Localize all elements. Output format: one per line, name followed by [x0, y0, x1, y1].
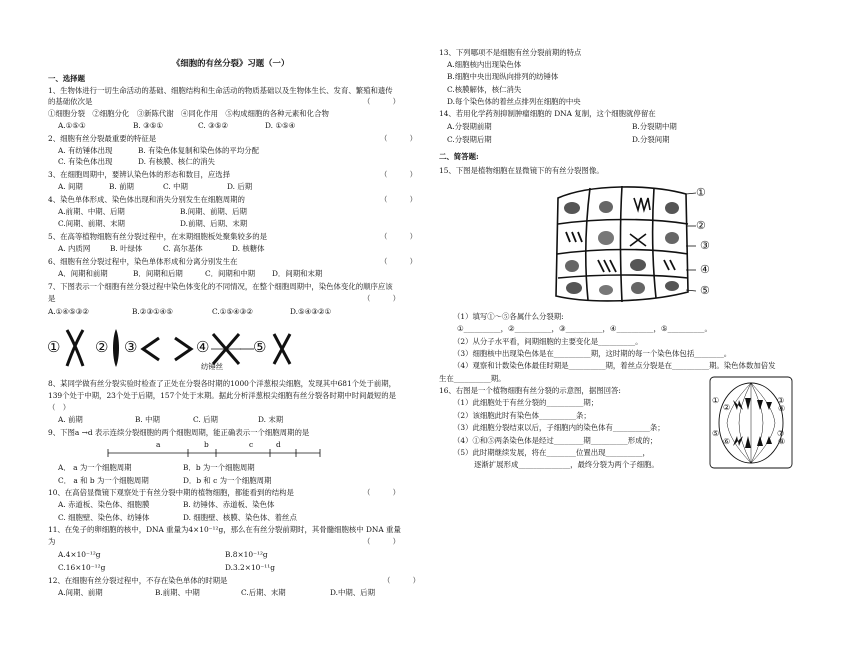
q2-option-c: C. 有染色体出现 — [58, 157, 113, 166]
q14-option-a: A.分裂期前期 — [447, 122, 492, 131]
q10-option-a: A. 赤道板、染色体、细胞膜 — [58, 500, 150, 509]
q15-sub1: （1）填写①～⑤各属什么分裂期: — [453, 312, 564, 321]
q8-line1: 8、某同学做有丝分裂实验时检查了正处在分裂各时期的1000个洋葱根尖细胞，发现其中681个处于前期， — [48, 379, 397, 388]
q16-fig-label-4: ④ — [778, 404, 786, 413]
q5-answer-paren: （ ） — [380, 232, 417, 241]
q6-answer-paren: （ ） — [380, 257, 417, 266]
q8-option-b: B. 中期 — [135, 415, 160, 424]
q16-fig-label-8: ⑧ — [778, 437, 786, 446]
q11-line1: 11、在兔子的卵细胞的核中，DNA 重量为4×10⁻¹²g，那么在有丝分裂前期时，其骨髓细胞核中 DNA 重量 — [48, 525, 401, 534]
q7-option-c: C.①⑤④③② — [212, 307, 253, 316]
q6-option-c: C．间期和中期 — [205, 269, 255, 278]
q16-mitosis-diagram — [709, 376, 793, 469]
q15-sub4-cont: 生在__________期。 — [439, 374, 506, 383]
q6-stem: 6、细胞有丝分裂过程中，染色单体形成和分离分别发生在 — [48, 257, 238, 266]
q15-stem: 15、下图是植物细胞在显微镜下的有丝分裂图像。 — [439, 166, 604, 175]
q2-option-a: A. 有纺锤体出现 — [58, 146, 113, 155]
q12-option-d: D.中期、后期 — [330, 588, 375, 597]
q11-option-d: D.3.2×10⁻¹¹g — [225, 563, 275, 572]
q2-stem: 2、细胞有丝分裂最重要的特征是 — [48, 134, 157, 143]
q12-answer-paren: （ ） — [383, 576, 420, 585]
q13-option-a: A.细胞核内出现染色体 — [447, 60, 522, 69]
q1-option-b: B. ③⑤① — [133, 121, 164, 130]
q7-fig-label-2: ② — [95, 338, 109, 356]
q16-sub4: （4）①和⑤两条染色体是经过________期__________形成的； — [453, 436, 658, 445]
q3-answer-paren: （ ） — [380, 170, 417, 179]
q14-option-d: D.分裂间期 — [632, 135, 670, 144]
q7-fig-label-5: ⑤ — [253, 338, 267, 356]
q7-chromosome-5 — [270, 332, 294, 366]
q16-fig-label-7: ⑦ — [777, 429, 785, 438]
q7-line2: 是 — [48, 294, 56, 303]
q13-stem: 13、下列哪项不是细胞有丝分裂前期的特点 — [439, 48, 582, 57]
q13-option-d: D.每个染色体的着丝点排列在细胞的中央 — [447, 97, 581, 106]
q8-line3: （ ） — [48, 403, 71, 412]
q15-sub2: （2）从分子水平看，间期细胞的主要变化是__________。 — [453, 337, 643, 346]
q15-fig-label-3: ③ — [700, 239, 710, 252]
q1-line3: ①细胞分裂 ②细胞分化 ③新陈代谢 ④同化作用 ⑤构成细胞的各种元素和化合物 — [48, 109, 329, 118]
q15-root-tip-micrograph — [550, 180, 692, 308]
q1-answer-paren: （ ） — [363, 97, 400, 106]
q1-line2: 的基础依次是 — [48, 97, 93, 106]
q12-option-a: A.间期、前期 — [58, 588, 103, 597]
q11-option-c: C.16×10⁻¹²g — [58, 563, 106, 572]
q10-stem: 10、在高倍显微镜下观察处于有丝分裂中期的植物细胞，都能看到的结构是 — [48, 488, 294, 497]
q15-fig-label-1: ① — [696, 186, 706, 199]
q16-sub1: （1）此细胞处于有丝分裂的__________期； — [453, 398, 599, 407]
q4-option-c: C.间期、前期、末期 — [58, 219, 125, 228]
q4-option-d: D.前期、后期、末期 — [180, 219, 248, 228]
q9-option-c: C． a 和 b 为一个细胞周期 — [58, 476, 149, 485]
q14-stem: 14、若用化学药剂抑制肿瘤细胞的 DNA 复制，这个细胞就停留在 — [439, 109, 656, 118]
q13-option-c: C.核膜解体，核仁消失 — [447, 85, 522, 94]
q7-option-b: B.②③①④⑤ — [132, 307, 173, 316]
q11-line2: 为 — [48, 537, 56, 546]
q15-sub1-blanks: ①__________，②__________，③__________，④__________，⑤__________。 — [457, 324, 712, 333]
page-title: 《细胞的有丝分裂》习题（一） — [172, 58, 290, 68]
q16-fig-label-3: ③ — [777, 396, 785, 405]
q8-option-c: C. 后期 — [193, 415, 218, 424]
q14-option-b: B.分裂期中期 — [632, 122, 677, 131]
q3-option-a: A. 间期 — [58, 182, 83, 191]
q9-option-a: A． a 为一个细胞周期 — [58, 463, 132, 472]
q1-option-a: A.①⑤① — [58, 121, 86, 130]
q9-option-d: D．b 和 c 为一个细胞周期 — [183, 476, 272, 485]
q4-option-a: A.前期、中期、后期 — [58, 207, 125, 216]
q9-option-b: B．b 为一个细胞周期 — [183, 463, 255, 472]
q16-sub3: （3）此细胞分裂结束以后，子细胞内的染色体有__________条； — [453, 423, 665, 432]
q16-sub5: （5）此时期继续发展，将在________位置出现__________， — [453, 448, 650, 457]
q8-option-a: A. 前期 — [58, 415, 83, 424]
q16-sub5-cont: 逐渐扩展形成______________，最终分裂为两个子细胞。 — [474, 460, 659, 469]
q3-stem: 3、在细胞周期中，要辨认染色体的形态和数目，应选择 — [48, 170, 231, 179]
q9-mark-d: d — [276, 440, 281, 449]
q16-fig-label-2: ② — [723, 403, 731, 412]
q1-line1: 1、生物体进行一切生命活动的基础、细胞结构和生命活动的物质基础以及生物体生长、发育、繁殖和遗传 — [48, 86, 393, 95]
q14-option-c: C.分裂期后期 — [447, 135, 492, 144]
q6-option-b: B．间期和后期 — [133, 269, 183, 278]
q15-fig-label-4: ④ — [700, 263, 710, 276]
q9-mark-c: c — [249, 440, 254, 449]
q3-option-d: D. 后期 — [227, 182, 253, 191]
q11-option-a: A.4×10⁻¹²g — [58, 550, 101, 559]
q7-answer-paren: （ ） — [363, 294, 400, 303]
section-answer-heading: 二、简答题: — [439, 152, 479, 161]
q5-option-c: C. 高尔基体 — [163, 244, 203, 253]
q7-chromosome-2 — [110, 328, 122, 368]
q16-stem: 16、右图是一个植物细胞有丝分裂的示意图，据图回答: — [439, 386, 621, 395]
q2-answer-paren: （ ） — [380, 134, 417, 143]
q6-option-a: A．间期和前期 — [58, 269, 108, 278]
q16-fig-label-5: ⑤ — [712, 429, 720, 438]
q3-option-b: B. 前期 — [109, 182, 134, 191]
q15-sub4: （4）观察和计数染色体最佳时期是__________期，着丝点分裂是在__________期。染色体数加倍发 — [453, 361, 776, 370]
section-choice-heading: 一、选择题 — [48, 74, 85, 83]
q2-option-d: D. 有核膜、核仁的消失 — [138, 157, 215, 166]
q15-fig-label-2: ② — [696, 219, 706, 232]
q9-mark-a: a — [156, 440, 161, 449]
q1-option-d: D. ①⑤④ — [265, 121, 296, 130]
q15-sub3: （3）细胞核中出现染色体是在__________期，这时期的每一个染色体包括________。 — [453, 349, 732, 358]
q7-spindle-line — [240, 340, 254, 358]
q10-answer-paren: （ ） — [363, 488, 400, 497]
q7-fig-label-1: ① — [47, 338, 61, 356]
q7-chromosome-1 — [64, 328, 86, 368]
q7-line1: 7、下图表示一个细胞有丝分裂过程中染色体变化的不同情况，在整个细胞周期中，染色体变化的顺序应该 — [48, 282, 393, 291]
q5-stem: 5、在高等植物细胞有丝分裂过程中，在末期细胞板处聚集较多的是 — [48, 232, 268, 241]
q10-option-b: B. 纺锤体、赤道板、染色体 — [183, 500, 275, 509]
q11-answer-paren: （ ） — [363, 537, 400, 546]
q1-option-c: C. ③⑤② — [198, 121, 228, 130]
q2-option-b: B. 有染色体复制和染色体的平均分配 — [138, 146, 259, 155]
q9-mark-b: b — [204, 440, 209, 449]
q5-option-b: B. 叶绿体 — [110, 244, 143, 253]
q8-option-d: D. 末期 — [258, 415, 284, 424]
q4-answer-paren: （ ） — [380, 195, 417, 204]
q13-option-b: B.细胞中央出现纵向排列的纺锤体 — [447, 72, 559, 81]
q16-fig-label-1: ① — [712, 396, 720, 405]
q9-cell-cycle-timeline — [108, 449, 320, 457]
q15-fig-label-5: ⑤ — [700, 284, 710, 297]
q3-option-c: C. 中期 — [163, 182, 188, 191]
q12-stem: 12、在细胞有丝分裂过程中，不存在染色单体的时期是 — [48, 576, 228, 585]
q7-option-d: D.⑤④③②① — [290, 307, 332, 316]
q12-option-b: B.前期、中期 — [155, 588, 200, 597]
q7-fig-label-3: ③ — [124, 338, 138, 356]
q12-option-c: C.后期、末期 — [241, 588, 286, 597]
q7-option-a: A.①④⑤③② — [48, 307, 89, 316]
q11-option-b: B.8×10⁻¹²g — [225, 550, 268, 559]
q4-option-b: B.间期、前期、后期 — [180, 207, 247, 216]
q8-line2: 139个处于中期，23个处于后期，157个处于末期。据此分析洋葱根尖细胞有丝分裂各时期中时间最短的是 — [48, 391, 397, 400]
q7-chromosome-3 — [141, 336, 193, 362]
q6-option-d: D．间期和末期 — [272, 269, 323, 278]
q4-stem: 4、染色单体形成、染色体出现和消失分别发生在细胞周期的 — [48, 195, 245, 204]
q9-stem: 9、下图a →d 表示连续分裂细胞的两个细胞周期，能正确表示一个细胞周期的是 — [48, 428, 310, 437]
q7-chromosome-4 — [211, 332, 241, 366]
q10-option-d: D. 细胞壁、核膜、染色体、着丝点 — [183, 513, 297, 522]
q16-fig-label-6: ⑥ — [723, 437, 731, 446]
q5-option-a: A. 内质网 — [58, 244, 91, 253]
q7-fig-label-4: ④ — [196, 338, 210, 356]
q7-spindle-label: 纺锤丝 — [201, 362, 224, 371]
q5-option-d: D. 核糖体 — [232, 244, 265, 253]
q10-option-c: C. 细胞壁、染色体、纺锤体 — [58, 513, 150, 522]
q16-sub2: （2）该细胞此时有染色体__________条； — [453, 411, 591, 420]
